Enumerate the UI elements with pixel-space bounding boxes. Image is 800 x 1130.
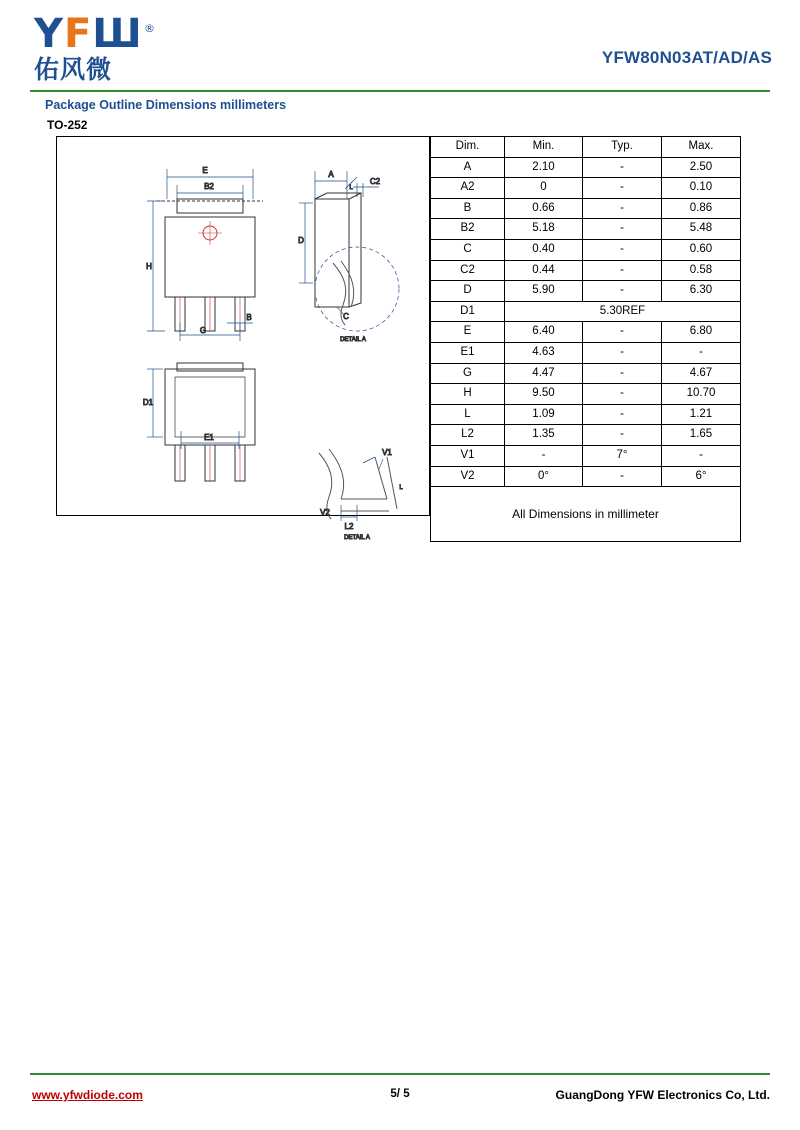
- cell-min: 4.63: [505, 342, 583, 363]
- cell-min: 0.66: [505, 198, 583, 219]
- label-E1: E1: [204, 433, 214, 442]
- table-row: [431, 404, 741, 425]
- table-row: [431, 466, 741, 487]
- cell-dim: D1: [431, 301, 505, 322]
- cell-min: 4.47: [505, 363, 583, 384]
- cell-max: -: [662, 445, 741, 466]
- cell-min: -: [505, 445, 583, 466]
- cell-dim: L: [431, 404, 505, 425]
- logo-text-f: F: [63, 11, 93, 57]
- cell-max: 5.48: [662, 219, 741, 240]
- table-row: [431, 445, 741, 466]
- cell-dim: A2: [431, 178, 505, 199]
- label-E: E: [202, 166, 208, 175]
- cell-max: 6.80: [662, 322, 741, 343]
- cell-dim: C: [431, 239, 505, 260]
- header-typ: Typ.: [583, 137, 662, 158]
- cell-dim: H: [431, 384, 505, 405]
- cell-typ: -: [583, 219, 662, 240]
- cell-dim: V2: [431, 466, 505, 487]
- cell-min: 1.35: [505, 425, 583, 446]
- cell-max: 1.21: [662, 404, 741, 425]
- cell-dim: G: [431, 363, 505, 384]
- cell-min: 2.10: [505, 157, 583, 178]
- package-outline-drawing: [56, 136, 430, 541]
- cell-max: 0.86: [662, 198, 741, 219]
- dimension-table: [430, 136, 741, 542]
- cell-dim: B2: [431, 219, 505, 240]
- cell-typ: -: [583, 363, 662, 384]
- cell-max: 1.65: [662, 425, 741, 446]
- cell-max: 0.60: [662, 239, 741, 260]
- cell-span-value: 5.30REF: [505, 301, 741, 322]
- part-number: YFW80N03AT/AD/AS: [601, 48, 772, 67]
- cell-typ: -: [583, 281, 662, 302]
- cell-max: -: [662, 342, 741, 363]
- cell-typ: -: [583, 198, 662, 219]
- cell-min: 6.40: [505, 322, 583, 343]
- label-L2: L2: [344, 522, 354, 531]
- table-note: All Dimensions in millimeter: [431, 487, 741, 542]
- table-row-span: [431, 301, 741, 322]
- logo-wordmark: [34, 11, 194, 57]
- label-C2: C2: [369, 177, 381, 186]
- table-header-row: [431, 137, 741, 158]
- table-row: [431, 260, 741, 281]
- logo-text-w: Ш: [92, 11, 143, 57]
- table-row: [431, 281, 741, 302]
- cell-dim: C2: [431, 260, 505, 281]
- table-row: [431, 384, 741, 405]
- cell-min: 0°: [505, 466, 583, 487]
- cell-max: 4.67: [662, 363, 741, 384]
- package-type-label: TO-252: [47, 118, 88, 132]
- label-V2: V2: [320, 508, 330, 517]
- label-L-top: L: [349, 185, 353, 191]
- cell-typ: -: [583, 342, 662, 363]
- cell-dim: B: [431, 198, 505, 219]
- cell-min: 9.50: [505, 384, 583, 405]
- table-row: [431, 178, 741, 199]
- label-D: D: [298, 236, 304, 245]
- cell-dim: E1: [431, 342, 505, 363]
- table-row: [431, 219, 741, 240]
- table-row: [431, 425, 741, 446]
- to252-outline-svg: [57, 137, 429, 541]
- section-title: Package Outline Dimensions millimeters: [45, 98, 287, 112]
- cell-typ: -: [583, 178, 662, 199]
- label-B: B: [246, 313, 252, 322]
- table-row: [431, 239, 741, 260]
- cell-min: 1.09: [505, 404, 583, 425]
- cell-max: 10.70: [662, 384, 741, 405]
- cell-typ: -: [583, 239, 662, 260]
- cell-typ: -: [583, 425, 662, 446]
- header-dim: Dim.: [431, 137, 505, 158]
- cell-max: 0.10: [662, 178, 741, 199]
- logo-text-y: Y: [34, 11, 64, 57]
- label-D1: D1: [142, 398, 154, 407]
- page-number: 5/ 5: [390, 1088, 410, 1100]
- cell-min: 0: [505, 178, 583, 199]
- label-A: A: [328, 170, 334, 179]
- table-note-row: [431, 487, 741, 542]
- footer-divider: [30, 1073, 770, 1075]
- cell-max: 0.58: [662, 260, 741, 281]
- table-row: [431, 363, 741, 384]
- logo-chinese-name: 佑风微: [34, 55, 113, 84]
- cell-typ: 7°: [583, 445, 662, 466]
- registered-trademark-icon: ®: [144, 22, 155, 35]
- cell-min: 0.40: [505, 239, 583, 260]
- label-L-detail: L: [399, 485, 403, 491]
- cell-typ: -: [583, 384, 662, 405]
- header-max: Max.: [662, 137, 741, 158]
- label-detail-a-bottom: DETAIL A: [344, 535, 370, 541]
- label-G: G: [199, 326, 207, 335]
- cell-typ: -: [583, 157, 662, 178]
- cell-max: 2.50: [662, 157, 741, 178]
- table-row: [431, 322, 741, 343]
- cell-min: 5.18: [505, 219, 583, 240]
- header-min: Min.: [505, 137, 583, 158]
- label-V1: V1: [382, 448, 392, 457]
- table-row: [431, 157, 741, 178]
- cell-max: 6.30: [662, 281, 741, 302]
- cell-typ: -: [583, 322, 662, 343]
- cell-dim: E: [431, 322, 505, 343]
- cell-min: 0.44: [505, 260, 583, 281]
- table-row: [431, 198, 741, 219]
- label-C: C: [343, 312, 349, 321]
- company-logo: [34, 11, 194, 84]
- cell-typ: -: [583, 404, 662, 425]
- table-row: [431, 342, 741, 363]
- label-detail-a-top: DETAIL A: [340, 337, 366, 343]
- header-divider: [30, 90, 770, 92]
- page-header: [0, 0, 800, 92]
- label-H: H: [146, 262, 152, 271]
- label-B2: B2: [204, 182, 214, 191]
- cell-typ: -: [583, 260, 662, 281]
- cell-max: 6°: [662, 466, 741, 487]
- cell-dim: V1: [431, 445, 505, 466]
- cell-typ: -: [583, 466, 662, 487]
- website-link[interactable]: www.yfwdiode.com: [32, 1088, 143, 1102]
- cell-dim: L2: [431, 425, 505, 446]
- company-name: GuangDong YFW Electronics Co, Ltd.: [555, 1088, 770, 1102]
- cell-dim: A: [431, 157, 505, 178]
- cell-dim: D: [431, 281, 505, 302]
- cell-min: 5.90: [505, 281, 583, 302]
